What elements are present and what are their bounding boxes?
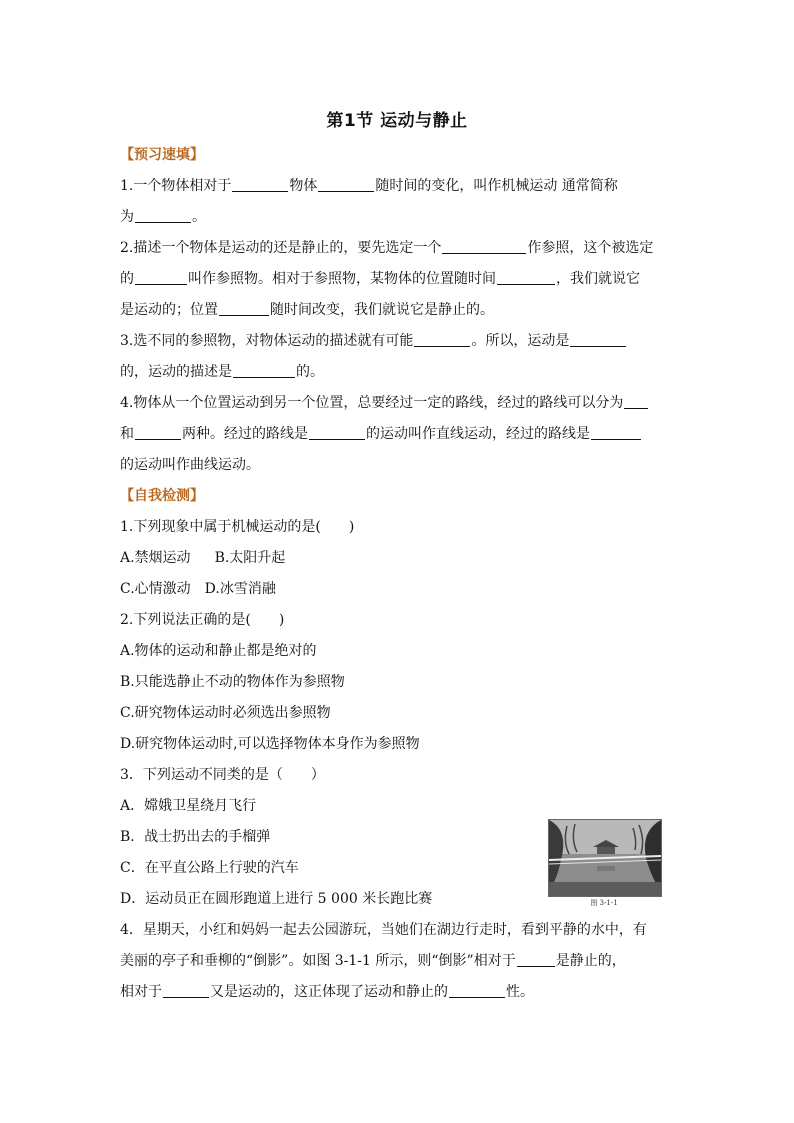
- answer-blank[interactable]: [318, 175, 374, 192]
- answer-blank[interactable]: [442, 237, 526, 254]
- answer-blank[interactable]: [219, 299, 269, 316]
- option-d[interactable]: D．运动员正在圆形跑道上进行 5 000 米长跑比赛: [120, 891, 433, 907]
- preview-q4-line1: 4.物体从一个位置运动到另一个位置，总要经过一定的路线，经过的路线可以分为: [120, 391, 680, 422]
- selfcheck-q3-stem: 3．下列运动不同类的是（ ）: [120, 767, 325, 783]
- answer-blank[interactable]: [414, 330, 470, 347]
- answer-blank[interactable]: [135, 423, 181, 440]
- option-d[interactable]: D.冰雪消融: [204, 581, 276, 597]
- section-heading-selfcheck: 【自我检测】: [120, 488, 204, 504]
- preview-q4-line2: 和 两种。经过的路线是 的运动叫作直线运动，经过的路线是: [120, 422, 680, 453]
- preview-q2-line1: 2.描述一个物体是运动的还是静止的，要先选定一个 作参照，这个被选定: [120, 236, 680, 267]
- option-c[interactable]: C.心情激动: [120, 581, 191, 597]
- selfcheck-q1-stem: 1.下列现象中属于机械运动的是( ): [120, 519, 355, 535]
- option-a[interactable]: A.物体的运动和静止都是绝对的: [120, 643, 317, 659]
- answer-blank[interactable]: [570, 330, 626, 347]
- option-a[interactable]: A.禁烟运动: [120, 550, 191, 566]
- option-c[interactable]: C.研究物体运动时必须选出参照物: [120, 705, 331, 721]
- section-heading-preview: 【预习速填】: [120, 147, 204, 163]
- selfcheck-q1-options-ab: [120, 546, 680, 577]
- lake-pavilion-willow-photo-icon: [548, 819, 662, 897]
- figure-caption: 图 3-1-1: [590, 899, 618, 907]
- selfcheck-q4-line3: 相对于 又是运动的，这正体现了运动和静止的 性。: [120, 980, 680, 1011]
- page-title: 第1节 运动与静止: [326, 111, 468, 131]
- answer-blank[interactable]: [449, 981, 505, 998]
- preview-q2-line3: 是运动的；位置 随时间改变，我们就说它是静止的。: [120, 298, 680, 329]
- preview-q3-line1: 3.选不同的参照物，对物体运动的描述就有可能 。所以，运动是: [120, 329, 680, 360]
- option-d[interactable]: D.研究物体运动时,可以选择物体本身作为参照物: [120, 736, 420, 752]
- selfcheck-q2-stem: 2.下列说法正确的是( ): [120, 612, 285, 628]
- answer-blank[interactable]: [591, 423, 641, 440]
- selfcheck-q1-options-cd: [120, 577, 680, 608]
- preview-q1-line2: 为 。: [120, 205, 680, 236]
- option-b[interactable]: B.太阳升起: [214, 550, 286, 566]
- selfcheck-q4-line2: 美丽的亭子和垂柳的“倒影”。如图 3-1-1 所示，则“倒影”相对于 是静止的，: [120, 949, 680, 980]
- preview-q3-line2: 的，运动的描述是 的。: [120, 360, 680, 391]
- option-b[interactable]: B．战士扔出去的手榴弹: [120, 829, 271, 845]
- answer-blank[interactable]: [309, 423, 365, 440]
- answer-blank[interactable]: [517, 950, 555, 967]
- answer-blank[interactable]: [497, 268, 555, 285]
- preview-q1-line1: 1.一个物体相对于 物体 随时间的变化，叫作机械运动 通常简称: [120, 174, 680, 205]
- option-b[interactable]: B.只能选静止不动的物体作为参照物: [120, 674, 345, 690]
- answer-blank[interactable]: [163, 981, 209, 998]
- option-c[interactable]: C．在平直公路上行驶的汽车: [120, 860, 299, 876]
- answer-blank[interactable]: [232, 175, 288, 192]
- answer-blank[interactable]: [233, 361, 295, 378]
- answer-blank[interactable]: [624, 392, 648, 409]
- answer-blank[interactable]: [135, 206, 191, 223]
- answer-blank[interactable]: [135, 268, 187, 285]
- option-a[interactable]: A．嫦娥卫星绕月飞行: [120, 798, 257, 814]
- preview-q2-line2: 的 叫作参照物。相对于参照物，某物体的位置随时间 ，我们就说它: [120, 267, 680, 298]
- preview-q4-line3: 的运动叫作曲线运动。: [120, 457, 260, 473]
- selfcheck-q4-line1: 4．星期天，小红和妈妈一起去公园游玩，当她们在湖边行走时，看到平静的水中，有: [120, 922, 647, 938]
